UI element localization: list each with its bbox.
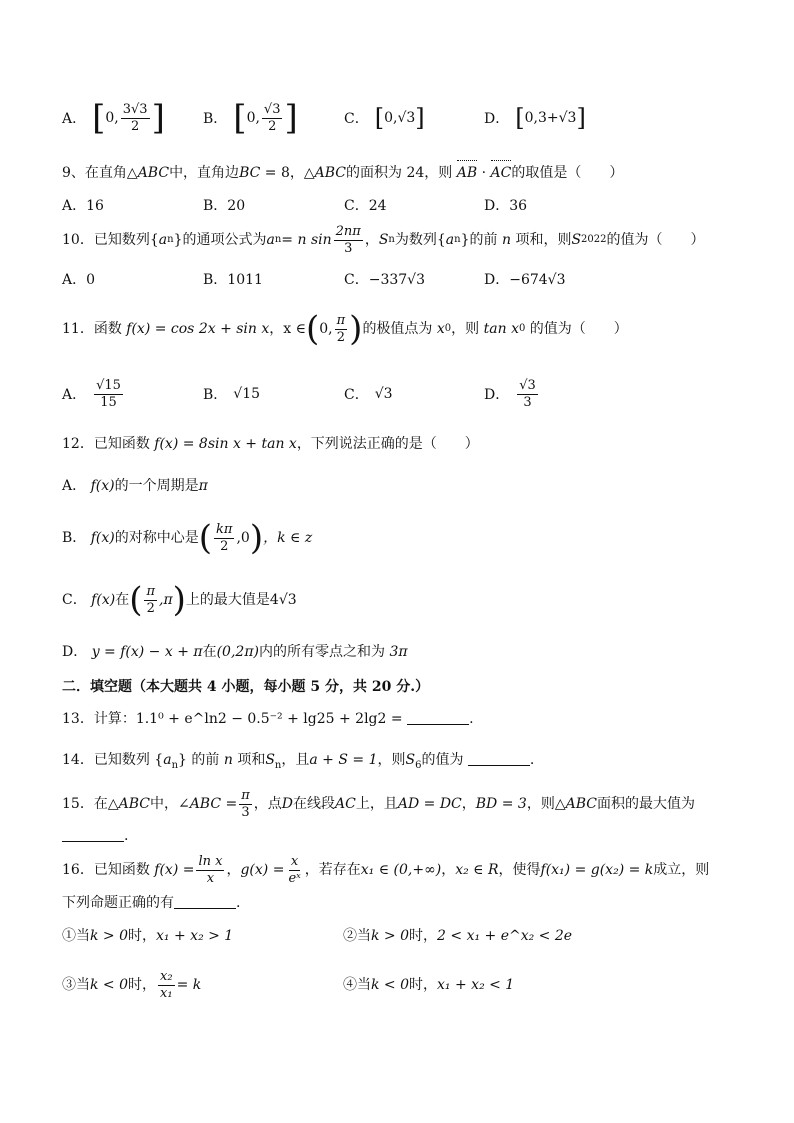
q9-option-d[interactable]: D．36 xyxy=(484,198,528,214)
q12-option-d[interactable]: D． y = f(x) − x + π在(0,2π)内的所有零点之和为 3π xyxy=(62,644,408,660)
q12-stem: 12．已知函数 f(x) = 8sin x + tan x，下列说法正确的是（ ） xyxy=(62,436,479,452)
section-heading: 二．填空题（本大题共 4 小题，每小题 5 分，共 20 分.） xyxy=(62,679,430,695)
q12-option-a[interactable]: A． f(x)的一个周期是π xyxy=(62,478,208,494)
q13-answer-blank[interactable] xyxy=(407,710,469,725)
q10-option-a[interactable]: A．0 xyxy=(62,272,96,288)
q16-option-3[interactable]: ③当 k < 0 时， $\frac{\text{x₂}}{\text{x₁}}$ = k xyxy=(62,968,202,1001)
q10-option-d[interactable]: D．−674√3 xyxy=(484,272,566,288)
q15-answer-line: . xyxy=(62,826,744,846)
q8-option-b[interactable]: B． [ 0, $\frac{√3}{2}$ ] xyxy=(203,98,298,138)
q10-option-b[interactable]: B．1011 xyxy=(203,272,263,288)
q14-stem: 14．已知数列 $\{a_n\}$ 的前 n 项和$S_n$，且a + S = 1，则$S_6$的值为 . xyxy=(62,752,535,771)
q16-stem: 16．已知函数 f(x) = $\frac{\text{ln x}}{x}$ ， g(x) = $\frac{x}{\text{eˣ}}$ ，若存在 x₁ ∈ (0,+∞) ， x₂ ∈ R ，使得 f(x₁) = g(x₂) = k 成立，则 xyxy=(62,853,710,886)
q10-options xyxy=(62,268,752,290)
q16-option-1[interactable]: ①当k > 0时，x₁ + x₂ > 1 xyxy=(62,928,234,944)
q11-option-d[interactable]: D． $\frac{√3}{3}$ xyxy=(484,377,536,410)
q11-stem: 11．函数 f(x) = cos 2x + sin x ，x ∈ ( 0, $\frac{\pi}{2}$ ) 的极值点为 x 0 ，则 tan x 0 的值为（ ） xyxy=(62,309,628,349)
q8-options xyxy=(62,98,752,138)
q11-option-b[interactable]: B． √15 xyxy=(203,386,261,403)
q16-option-2[interactable]: ②当k > 0时，2 < x₁ + e^x₂ < 2e xyxy=(343,928,573,944)
q9-option-a[interactable]: A．16 xyxy=(62,198,104,214)
q8-option-d[interactable]: D． [ 0, 3+√3 ] xyxy=(484,104,586,132)
q12-option-c[interactable]: C． f(x) 在 ( $\frac{\pi}{2}$ ,π ) 上的最大值是 4√3 xyxy=(62,580,297,620)
q11-options xyxy=(62,374,752,414)
q16-option-4[interactable]: ④当k < 0时，x₁ + x₂ < 1 xyxy=(343,977,515,993)
q11-option-c[interactable]: C． √3 xyxy=(344,386,393,403)
q13-stem: 13．计算：1.1⁰ + e^ln2 − 0.5⁻² + lg25 + 2lg2 = . xyxy=(62,711,474,727)
q8-option-c[interactable]: C． [ 0, √3 ] xyxy=(344,104,425,132)
q10-stem: 10．已知数列 { a n } 的通项公式为 a n = n sin $\frac{2n\pi}{3}$ ， S n 为数列 { a n } 的前 n 项和，则 S 2022 的值为（ ） xyxy=(62,223,705,256)
q9-option-b[interactable]: B．20 xyxy=(203,198,246,214)
q16-stem-line2: 下列命题正确的有 . xyxy=(62,895,241,911)
q10-option-c[interactable]: C．−337√3 xyxy=(344,272,425,288)
q16-answer-blank[interactable] xyxy=(174,894,236,909)
q14-answer-blank[interactable] xyxy=(468,751,530,766)
q15-stem: 15．在△ ABC 中， ∠ABC = $\frac{\pi}{3}$ ，点 D 在线段 AC 上，且 AD = DC ， BD = 3 ，则△ ABC 面积的最大值为 xyxy=(62,787,695,820)
q12-option-b[interactable]: B． f(x) 的对称中心是 ( $\frac{k\pi}{2}$ ,0 ) ，k ∈ z xyxy=(62,518,313,558)
q9-option-c[interactable]: C．24 xyxy=(344,198,387,214)
q11-option-a[interactable]: A． $\frac{√15}{15}$ xyxy=(62,377,121,410)
q9-options xyxy=(62,194,752,216)
q8-option-a[interactable]: A． [ 0, $\frac{3√3}{2}$ ] xyxy=(62,98,165,138)
q15-answer-blank[interactable] xyxy=(62,827,124,842)
q9-stem: 9、在直角△ABC中，直角边BC = 8，△ABC的面积为 24，则 AB · AC的取值是（ ） xyxy=(62,165,624,181)
